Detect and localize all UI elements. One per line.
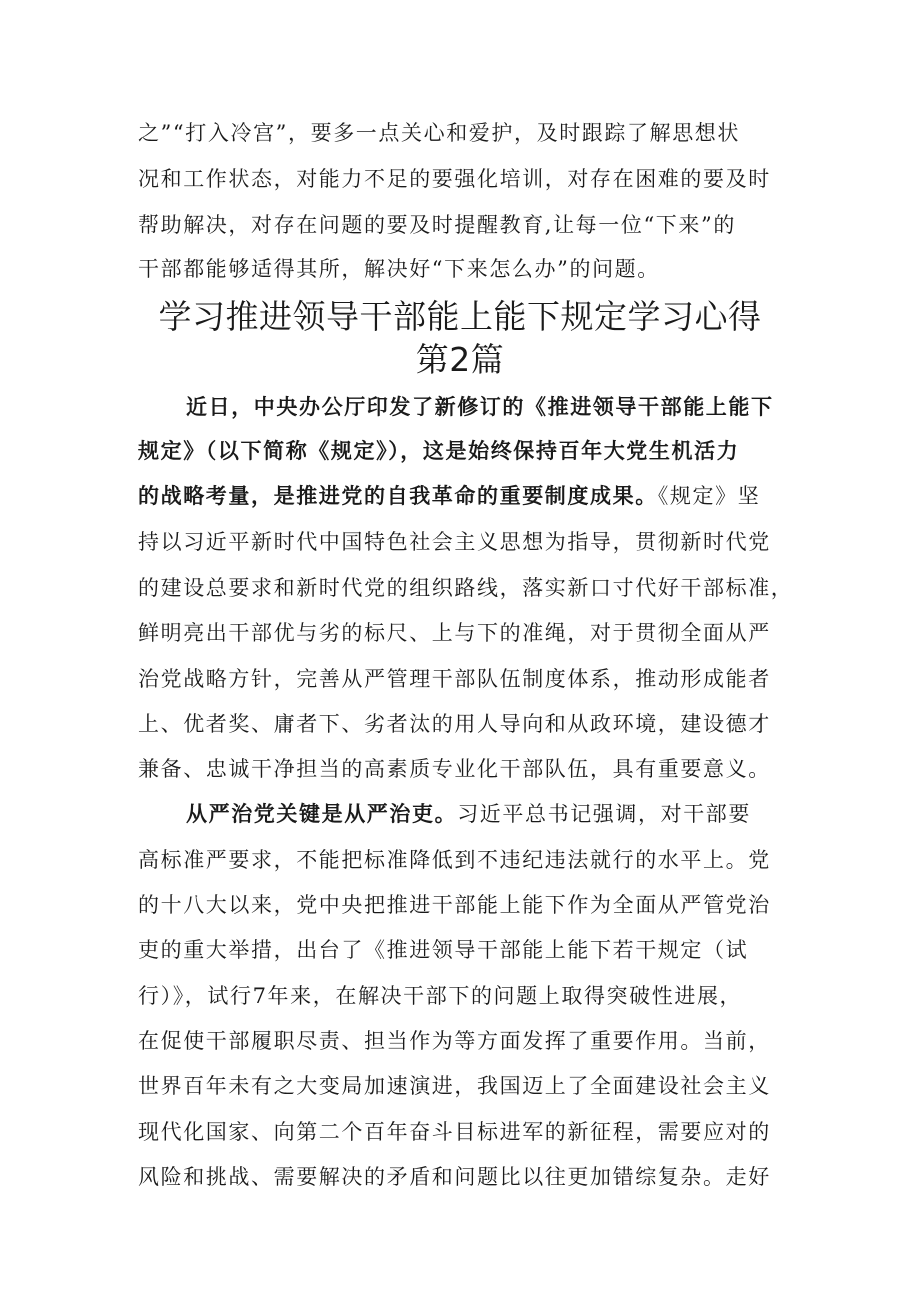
paragraph-line: 近日，中央办公厅印发了新修订的《推进领导干部能上能下 [186, 395, 774, 419]
paragraph-line [186, 799, 751, 829]
paragraph-line [138, 481, 760, 511]
bold-text: 从严治党关键是从严治吏。 [186, 802, 458, 826]
paragraph-line: 吏的重大举措，出台了《推进领导干部能上能下若干规定（试 [138, 938, 749, 962]
plain-text: 习近平总书记强调，对干部要 [457, 802, 752, 826]
intro-line: 帮助解决，对存在问题的要及时提醒教育,让每一位“下来”的 [138, 213, 736, 237]
paragraph-line: 高标准严要求，不能把标准降低到不违纪违法就行的水平上。党 [138, 848, 771, 872]
plain-text: 《规定》坚 [657, 484, 761, 508]
paragraph-line: 兼备、忠诚干净担当的高素质专业化干部队伍，具有重要意义。 [138, 757, 771, 781]
paragraph-line: 规定》（以下简称《规定》），这是始终保持百年大党生机活力 [138, 439, 740, 463]
paragraph-line: 上、优者奖、庸者下、劣者汰的用人导向和从政环境，建设德才 [138, 712, 771, 736]
article-title: 学习推进领导干部能上能下规定学习心得 [158, 297, 762, 336]
paragraph-line: 的建设总要求和新时代党的组织路线，落实新口寸代好干部标准， [138, 576, 794, 600]
paragraph-line: 世界百年未有之大变局加速演进，我国迈上了全面建设社会主义 [138, 1074, 771, 1098]
paragraph-line: 现代化国家、向第二个百年奋斗目标进军的新征程，需要应对的 [138, 1120, 771, 1144]
intro-line: 况和工作状态，对能力不足的要强化培训，对存在困难的要及时 [138, 167, 771, 191]
paragraph-line: 持以习近平新时代中国特色社会主义思想为指导，贯彻新时代党 [138, 530, 771, 554]
intro-line: 之”“打入冷宫”，要多一点关心和爱护，及时跟踪了解思想状 [138, 121, 741, 145]
paragraph-line: 的十八大以来，党中央把推进干部能上能下作为全面从严管党治 [138, 893, 771, 917]
paragraph-line: 治党战略方针，完善从严管理干部队伍制度体系，推动形成能者 [138, 667, 771, 691]
article-subtitle: 第2篇 [415, 340, 505, 379]
intro-line: 干部都能够适得其所，解决好“下来怎么办”的问题。 [138, 257, 660, 281]
paragraph-line: 行）》，试行7年来，在解决干部下的问题上取得突破性进展， [138, 984, 743, 1008]
paragraph-line: 鲜明亮出干部优与劣的标尺、上与下的准绳，对于贯彻全面从严 [138, 621, 771, 645]
bold-text: 的战略考量，是推进党的自我革命的重要制度成果。 [138, 484, 658, 508]
paragraph-line: 在促使干部履职尽责、担当作为等方面发挥了重要作用。当前， [138, 1029, 771, 1053]
paragraph-line: 风险和挑战、需要解决的矛盾和问题比以往更加错综复杂。走好 [138, 1165, 771, 1189]
